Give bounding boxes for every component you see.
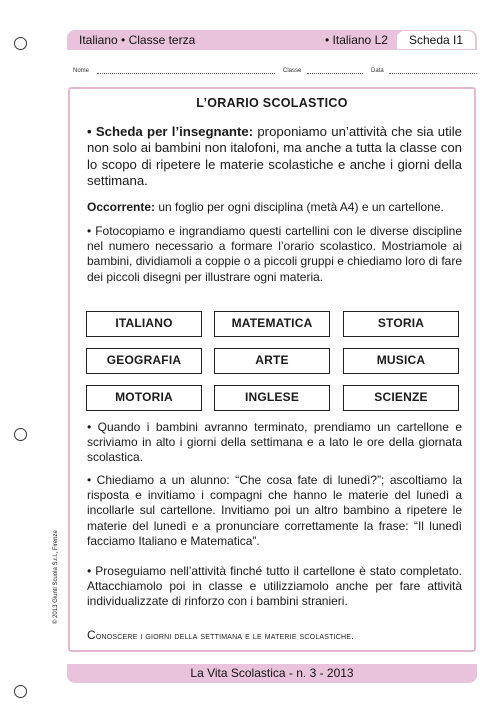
scheda-tab: Scheda I1 — [397, 31, 475, 49]
subject-card-geografia: GEOGRAFIA — [86, 348, 202, 374]
intro-text: proponiamo un’attività che sia utile non solo ai bambini non italofoni, ma anche a tutta la classe con lo scopo di ripetere le materie scolastiche e anche i giorni della settimana. — [87, 124, 462, 189]
classe-label: Classe — [283, 68, 302, 74]
subject-card-matematica: MATEMATICA — [214, 311, 330, 337]
occorrente-text: un foglio per ogni disciplina (metà A4) e un cartellone. — [155, 200, 444, 214]
instruction-paragraph-4: • Proseguiamo nell’attività finché tutto il cartellone è stato completato. Attacchiamolo poi in classe e utilizziamolo anche per fare attività individualizzate di rinforzo con i bambini stranieri. — [87, 564, 462, 609]
instruction-paragraph-2: • Quando i bambini avranno terminato, prendiamo un cartellone e scriviamo in alto i giorni della settimana e a lato le ore della giornata scolastica. — [87, 420, 462, 465]
learning-objective: Conoscere i giorni della settimana e le materie scolastiche. — [87, 628, 355, 642]
page-title: L’ORARIO SCOLASTICO — [196, 96, 348, 110]
data-label: Data — [371, 68, 384, 74]
intro-paragraph — [87, 124, 462, 190]
binder-hole-bottom — [14, 685, 27, 698]
header-language: • Italiano L2 — [325, 33, 388, 47]
subject-card-inglese: INGLESE — [214, 385, 330, 411]
occorrente-paragraph — [87, 200, 462, 215]
data-field[interactable] — [389, 68, 477, 74]
nome-label: Nome — [73, 68, 90, 74]
subject-card-arte: ARTE — [214, 348, 330, 374]
occorrente-label: Occorrente: — [87, 200, 156, 214]
footer-bar: La Vita Scolastica - n. 3 - 2013 — [67, 664, 477, 683]
intro-label: • Scheda per l’insegnante: — [87, 124, 254, 139]
subject-card-motoria: MOTORIA — [86, 385, 202, 411]
copyright-notice: © 2013 Giunti Scuola S.r.l., Firenze — [53, 530, 59, 624]
nome-field[interactable] — [97, 68, 275, 74]
subject-card-storia: STORIA — [343, 311, 459, 337]
binder-hole-middle — [14, 428, 27, 441]
subject-card-italiano: ITALIANO — [86, 311, 202, 337]
binder-hole-top — [14, 37, 27, 50]
header-subject: Italiano • Classe terza — [79, 33, 196, 47]
subject-card-scienze: SCIENZE — [343, 385, 459, 411]
classe-field[interactable] — [307, 68, 363, 74]
instruction-paragraph-1: • Fotocopiamo e ingrandiamo questi cartellini con le diverse discipline nel numero necessario a formare l’orario scolastico. Mostriamole ai bambini, dividiamoli a coppie o a piccoli gruppi e chiediamo loro di fare dei piccoli disegni per illustrare ogni materia. — [87, 224, 462, 284]
instruction-paragraph-3: • Chiediamo a un alunno: “Che cosa fate di lunedì?”; ascoltiamo la risposta e invitiamo i compagni che hanno le materie del lunedì a incollarle sul cartellone. Invitiamo poi un altro bambino a ripetere le materie del lunedì e a pronunciare correttamente la frase: “Il lunedì facciamo Italiano e Matematica”. — [87, 473, 462, 548]
subject-card-musica: MUSICA — [343, 348, 459, 374]
